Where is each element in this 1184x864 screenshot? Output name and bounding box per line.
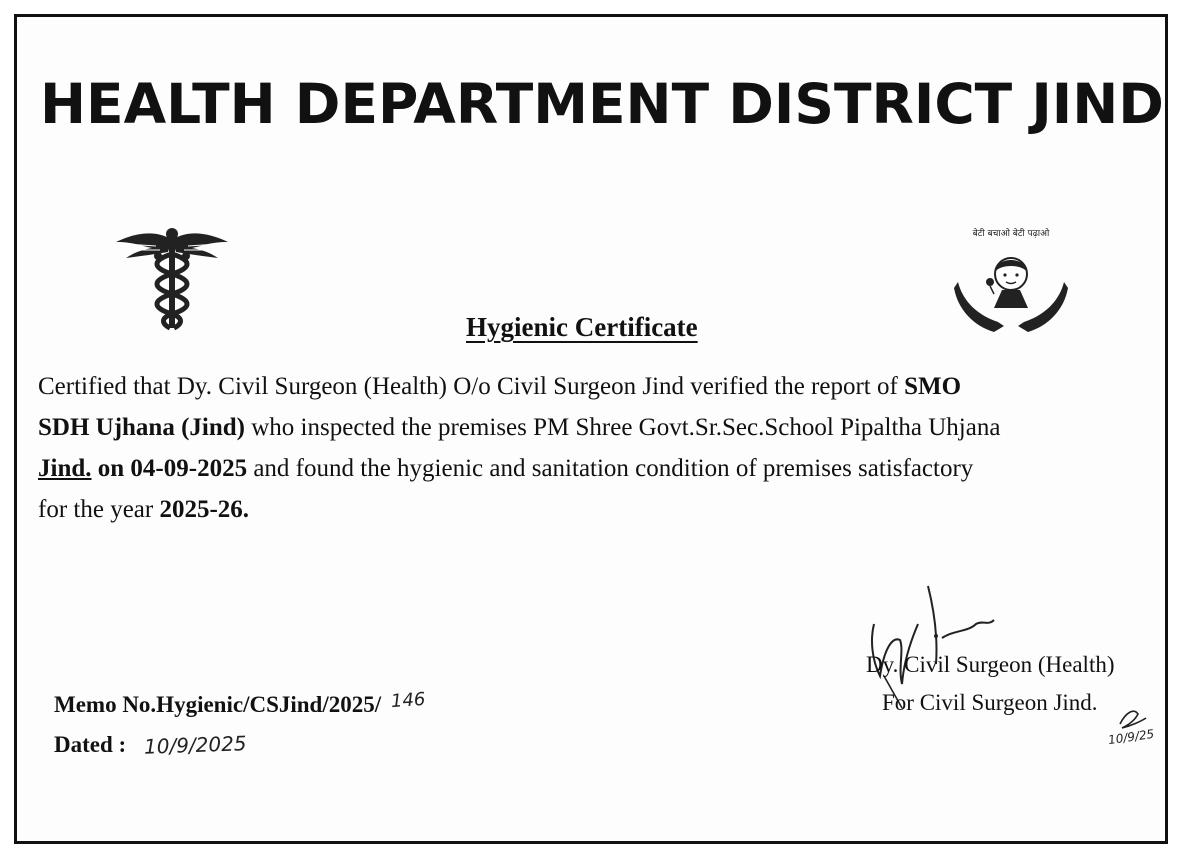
reporting-office: SDH Ujhana (Jind) [38,414,245,441]
body-text: and found the hygienic and sanitation condition of premises satisfactory [247,455,974,482]
beti-bachao-emblem [944,222,1078,340]
body-line-4 [38,489,1166,530]
certificate-body [38,366,1166,530]
body-line-3 [38,448,1166,489]
certificate-title: Hygienic Certificate [466,312,698,342]
dated-label: Dated : [54,732,127,757]
signatory-designation: Dy. Civil Surgeon (Health) [866,652,1115,677]
emblem-slogan: बेटी बचाओ बेटी पढ़ाओ [972,229,1050,239]
handwritten-date: 10/9/2025 [143,731,248,759]
memo-handwritten-number: 146 [390,688,427,713]
body-text: who inspected the premises PM Shree Govt.Sr.Sec.School Pipaltha Uhjana [245,414,1001,441]
signatory-office: For Civil Surgeon Jind. [882,690,1098,715]
reporting-officer: SMO [904,373,962,400]
department-heading: HEALTH DEPARTMENT DISTRICT JIND [40,72,1164,136]
memo-date [54,732,247,758]
body-text: for the year [38,496,160,523]
initial-date: 10/9/25 [1107,726,1156,748]
memo-label: Memo No.Hygienic/CSJind/2025/ [54,692,382,717]
caduceus-icon [112,222,232,334]
body-line-2 [38,407,1166,448]
girl-hands-icon [944,222,1078,340]
district-name: Jind. [38,455,92,482]
body-line-1 [38,366,1166,407]
body-text: Certified that Dy. Civil Surgeon (Health) O/o Civil Surgeon Jind verified the report of [38,373,905,400]
memo-number [54,688,427,718]
validity-year: 2025-26. [159,496,250,523]
inspection-date: on 04-09-2025 [91,455,248,482]
